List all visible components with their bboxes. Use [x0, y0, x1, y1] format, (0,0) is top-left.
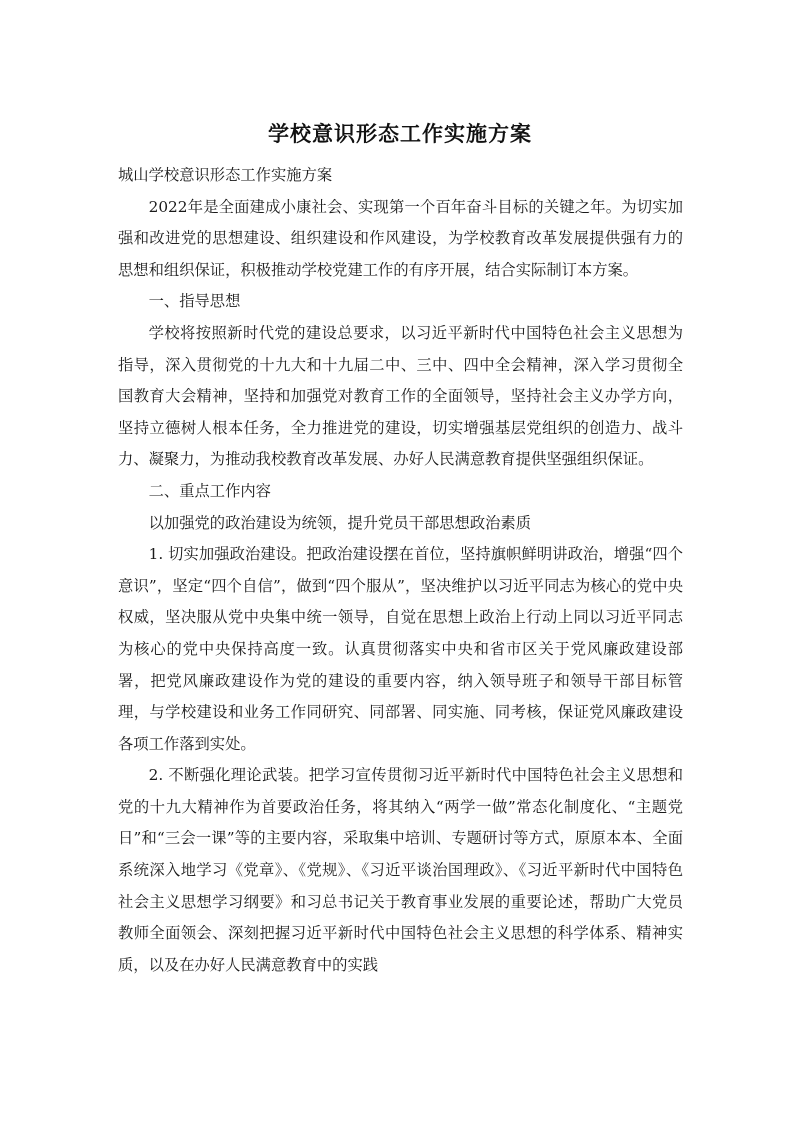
item-2-theory-study: 2. 不断强化理论武装。把学习宣传贯彻习近平新时代中国特色社会主义思想和党的十九大精神作为首要政治任务，将其纳入“两学一做”常态化制度化、“主题党日”和“三会一课”等的主要内容，采取集中培训、专题研讨等方式，原原本本、全面系统深入地学习《党章》、《党规》、《习近平谈治国理政》、《习近平新时代中国特色社会主义思想学习纲要》和习总书记关于教育事业发展的重要论述，帮助广大党员教师全面领会、深刻把握习近平新时代中国特色社会主义思想的科学体系、精神实质，以及在办好人民满意教育中的实践: [118, 766, 683, 974]
section-heading-key-work: 二、重点工作内容: [148, 481, 271, 500]
section-heading-guiding-ideology: 一、指导思想: [148, 292, 241, 311]
document-subtitle: 城山学校意识形态工作实施方案: [118, 166, 333, 184]
guiding-ideology-paragraph: 学校将按照新时代党的建设总要求，以习近平新时代中国特色社会主义思想为指导，深入贯彻党的十九大和十九届二中、三中、四中全会精神，深入学习贯彻全国教育大会精神，坚持和加强党对教育工作的全面领导，坚持社会主义办学方向，坚持立德树人根本任务，全力推进党的建设，切实增强基层党组织的创造力、战斗力、凝聚力，为推动我校教育改革发展、办好人民满意教育提供坚强组织保证。: [118, 323, 683, 469]
document-body: [118, 160, 683, 981]
key-work-lead: 以加强党的政治建设为统领，提升党员干部思想政治素质: [148, 513, 532, 532]
item-1-political-construction: 1. 切实加强政治建设。把政治建设摆在首位，坚持旗帜鲜明讲政治，增强“四个意识”，坚定“四个自信”，做到“四个服从”，坚决维护以习近平同志为核心的党中央权威，坚决服从党中央集中统一领导，自觉在思想上政治上行动上同以习近平同志为核心的党中央保持高度一致。认真贯彻落实中央和省市区关于党风廉政建设部署，把党风廉政建设作为党的建设的重要内容，纳入领导班子和领导干部目标管理，与学校建设和业务工作同研究、同部署、同实施、同考核，保证党风廉政建设各项工作落到实处。: [118, 545, 683, 753]
document-title: 学校意识形态工作实施方案: [268, 122, 532, 146]
intro-paragraph: 2022年是全面建成小康社会、实现第一个百年奋斗目标的关键之年。为切实加强和改进党的思想建设、组织建设和作风建设，为学校教育改革发展提供强有力的思想和组织保证，积极推动学校党建工作的有序开展，结合实际制订本方案。: [118, 197, 683, 279]
